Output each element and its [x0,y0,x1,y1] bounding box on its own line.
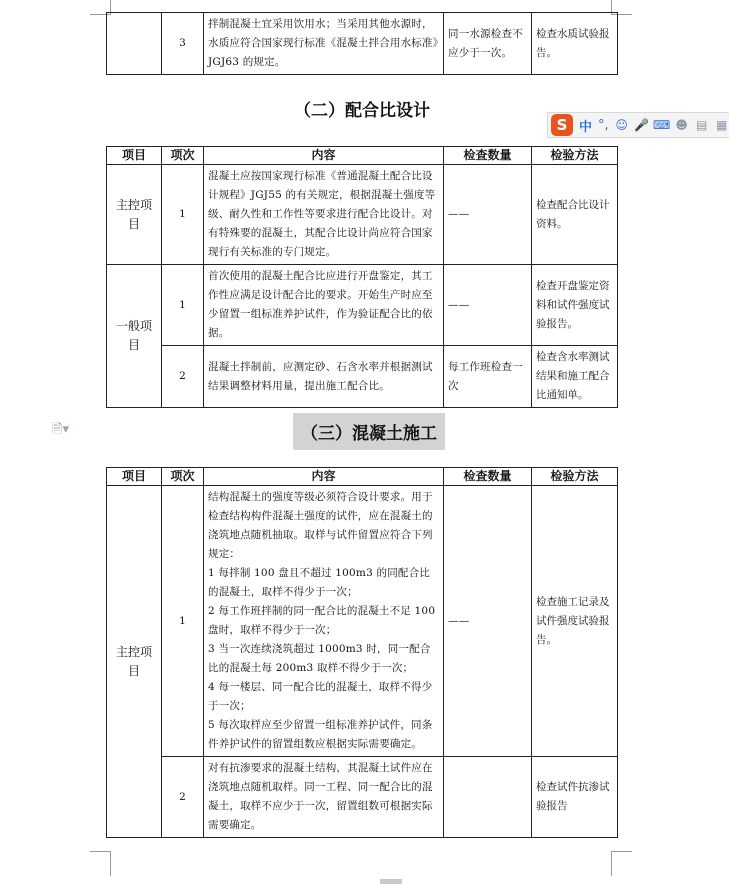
grid-icon[interactable]: ▦ [715,118,728,132]
header-method: 检验方法 [532,147,618,165]
header-quantity: 检查数量 [444,147,532,165]
keyboard-icon[interactable]: ⌨ [653,118,671,132]
item-cell: 一般项目 [107,265,162,408]
content-line: 3 当一次连续浇筑超过 1000m3 时，同一配合比的混凝土每 200m3 取样不得少于一次； [208,643,431,674]
quantity-cell: 同一水源检查不应少于一次。 [444,13,532,75]
content-line: 5 每次取样应至少留置一组标准养护试件，同条件养护试件的留置组数应根据实际需要确定。 [208,719,433,750]
content-cell: 拌制混凝土宜采用饮用水；当采用其他水源时，水质应符合国家现行标准《混凝土拌合用水标准》JGJ63 的规定。 [204,13,444,75]
quantity-cell: —— [444,486,532,757]
quantity-cell: 每工作班检查一次 [444,346,532,408]
header-content: 内容 [204,468,444,486]
shirt-icon[interactable]: ▤ [695,118,708,132]
margin-mark-bottom-left [90,851,111,876]
sub-no-cell: 1 [162,486,204,757]
item-cell: 主控项目 [107,165,162,265]
microphone-icon[interactable]: 🎤 [634,118,650,132]
quantity-cell: —— [444,165,532,265]
sub-no-cell: 2 [162,346,204,408]
header-item: 项目 [107,468,162,486]
table-row [107,165,618,265]
user-icon[interactable]: ☻ [675,118,688,132]
item-cell: 主控项目 [107,486,162,838]
sub-no-cell: 2 [162,757,204,838]
table-header-row [107,147,618,165]
margin-mark-bottom-right [611,851,632,876]
method-cell: 检查试件抗渗试验报告 [532,757,618,838]
ime-mode-toggle[interactable]: 中 [579,119,593,135]
section-title-mix-design: （二）配合比设计 [294,101,430,121]
method-cell: 检查含水率测试结果和施工配合比通知单。 [532,346,618,408]
content-line: 结构混凝土的强度等级必须符合设计要求。用于检查结构构件混凝土强度的试件，应在混凝土的浇筑地点随机抽取。取样与试件留置应符合下列规定： [208,491,433,560]
sub-no-cell: 3 [162,13,204,75]
method-cell: 检查水质试验报告。 [532,13,618,75]
emoji-icon[interactable]: ☺ [615,118,628,132]
quantity-cell: —— [444,265,532,346]
header-item: 项目 [107,147,162,165]
item-cell [107,13,162,75]
section-title-concrete-construction: （三）混凝土施工 [293,413,445,450]
concrete-construction-table [106,467,618,838]
ime-toolbar[interactable] [547,112,729,138]
quantity-cell [444,757,532,838]
content-cell: 混凝土拌制前，应测定砂、石含水率并根据测试结果调整材料用量，提出施工配合比。 [204,346,444,408]
header-sub: 项次 [162,147,204,165]
method-cell: 检查开盘鉴定资料和试件强度试验报告。 [532,265,618,346]
header-quantity: 检查数量 [444,468,532,486]
content-line: 2 每工作班拌制的同一配合比的混凝土不足 100 盘时，取样不得少于一次； [208,605,436,636]
content-cell: 首次使用的混凝土配合比应进行开盘鉴定，其工作性应满足设计配合比的要求。开始生产时应至少留置一组标准养护试件，作为验证配合比的依据。 [204,265,444,346]
table-row [107,346,618,408]
scrollbar-thumb[interactable] [380,879,402,884]
sub-no-cell: 1 [162,165,204,265]
header-method: 检验方法 [532,468,618,486]
table-row [107,486,618,757]
table-header-row [107,468,618,486]
method-cell: 检查施工记录及试件强度试验报告。 [532,486,618,757]
document-icon[interactable]: 🗎▾ [52,422,69,437]
content-line: 1 每拌制 100 盘且不超过 100m3 的同配合比的混凝土，取样不得少于一次； [208,567,430,598]
table-row [107,265,618,346]
table-row [107,13,618,75]
sub-no-cell: 1 [162,265,204,346]
header-content: 内容 [204,147,444,165]
water-quality-table [106,12,618,75]
method-cell: 检查配合比设计资料。 [532,165,618,265]
content-cell [204,757,444,838]
content-line: 对有抗渗要求的混凝土结构，其混凝土试件应在浇筑地点随机取样。同一工程、同一配合比的混凝土，取样不应少于一次，留置组数可根据实际需要确定。 [208,762,433,831]
ime-punct-toggle[interactable]: °, [598,117,609,133]
ime-logo[interactable]: S [551,114,573,136]
mix-design-table [106,146,618,408]
header-sub: 项次 [162,468,204,486]
content-cell: 混凝土应按国家现行标准《普通混凝土配合比设计规程》JGJ55 的有关规定，根据混凝土强度等级、耐久性和工作性等要求进行配合比设计。对有特殊要的混凝土，其配合比设计尚应符合国家现行有关标准的专门规定。 [204,165,444,265]
content-line: 4 每一楼层、同一配合比的混凝土，取样不得少于一次； [208,681,433,712]
content-cell [204,486,444,757]
table-row [107,757,618,838]
